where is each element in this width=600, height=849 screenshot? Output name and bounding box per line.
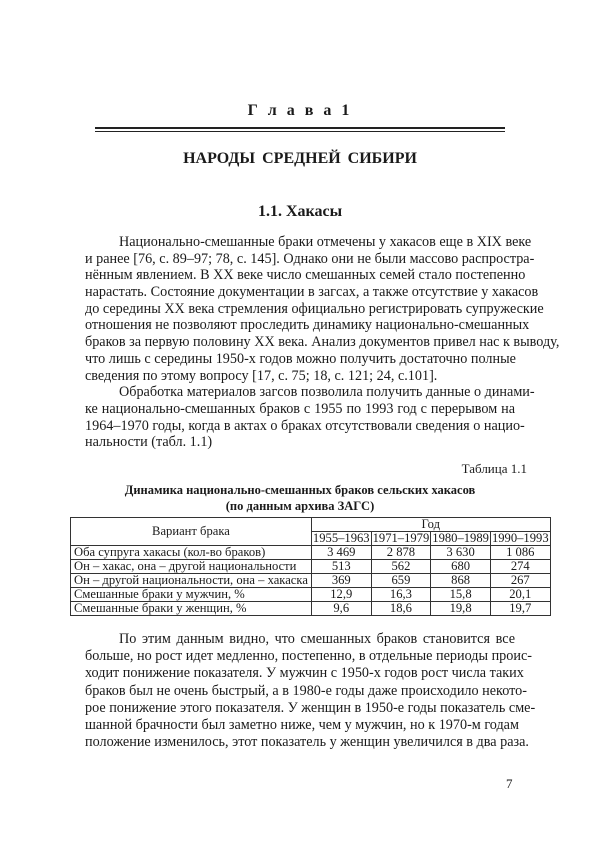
table-row — [71, 546, 551, 560]
part-title: НАРОДЫ СРЕДНЕЙ СИБИРИ — [183, 150, 417, 167]
row-label: Он – другой национальности, она – хакаска — [71, 574, 312, 588]
heading-rule — [95, 127, 505, 129]
cell: 12,9 — [311, 588, 371, 602]
row-label: Смешанные браки у мужчин, % — [71, 588, 312, 602]
column-header-year: Год — [311, 518, 550, 532]
text-line: что лишь с середины 1950-х годов можно получить достаточно полные — [85, 350, 516, 367]
cell: 3 469 — [311, 546, 371, 560]
table-title-line: Динамика национально-смешанных браков сельских хакасов — [124, 483, 476, 497]
text-line: браков был не очень быстрый, а в 1980-е годы даже происходило некото- — [85, 682, 527, 699]
chapter-heading: Г л а в а 1 — [247, 102, 353, 119]
text-line: положение изменилось, этот показатель у женщин увеличился в два раза. — [85, 734, 529, 751]
row-label: Он – хакас, она – другой национальности — [71, 560, 312, 574]
table-row — [71, 574, 551, 588]
cell: 562 — [371, 560, 431, 574]
cell: 19,7 — [490, 602, 550, 616]
table-row — [71, 588, 551, 602]
text-line: больше, но рост идет медленно, постепенно, в отдельные периоды проис- — [85, 648, 532, 665]
cell: 19,8 — [431, 602, 491, 616]
text-line: По этим данным видно, что смешанных браков становится все — [119, 631, 515, 647]
text-line: нарастать. Состояние документации в загсах, а также отсутствие у хакасов — [85, 284, 539, 301]
text-line: нальности (табл. 1.1) — [85, 434, 213, 451]
table-row — [71, 602, 551, 616]
table-title-line: (по данным архива ЗАГС) — [225, 499, 375, 513]
cell: 868 — [431, 574, 491, 588]
cell: 9,6 — [311, 602, 371, 616]
text-line: отношения не позволяют проследить динамику национально-смешанных — [85, 317, 530, 334]
column-header-period: 1980–1989 — [432, 531, 489, 545]
text-line: браков за первую половину XX века. Анализ документов привел нас к выводу, — [85, 334, 560, 351]
column-header-period: 1971–1979 — [372, 531, 430, 545]
cell: 659 — [371, 574, 431, 588]
row-label: Оба супруга хакасы (кол-во браков) — [71, 546, 312, 560]
text-line: Национально-смешанные браки отмечены у хакасов еще в XIX веке — [119, 234, 532, 250]
text-line: ке национально-смешанных браков с 1955 по 1993 год с перерывом на — [85, 400, 515, 417]
text-line: рое понижение этого показателя. У женщин в 1950-е годы показатель сме- — [85, 699, 536, 716]
data-table — [70, 517, 551, 616]
text-line: и ранее [76, с. 89–97; 78, с. 145]. Однако они не были массово распростра- — [85, 250, 535, 267]
cell: 20,1 — [490, 588, 550, 602]
text-line: ходит понижение показателя. У мужчин с 1950-х годов рост числа таких — [85, 665, 524, 682]
cell: 680 — [431, 560, 491, 574]
heading-rule-thin — [95, 131, 505, 132]
cell: 513 — [311, 560, 371, 574]
cell: 16,3 — [371, 588, 431, 602]
table-label: Таблица 1.1 — [461, 461, 527, 476]
column-header-period: 1990–1993 — [491, 531, 549, 545]
text-line: сведения по этому вопросу [17, с. 75; 18, с. 121; 24, с.101]. — [85, 367, 438, 384]
cell: 2 878 — [371, 546, 431, 560]
cell: 274 — [490, 560, 550, 574]
page-number: 7 — [506, 776, 513, 791]
text-line: шанной брачности был заметно ниже, чем у мужчин, но к 1970-м годам — [85, 716, 519, 733]
row-label: Смешанные браки у женщин, % — [71, 602, 312, 616]
cell: 18,6 — [371, 602, 431, 616]
column-header-period: 1955–1963 — [312, 531, 370, 545]
table-row — [71, 560, 551, 574]
text-line: до середины XX века стремления официально регистрировать супружеские — [85, 300, 544, 317]
section-title: 1.1. Хакасы — [257, 203, 343, 220]
cell: 267 — [490, 574, 550, 588]
cell: 3 630 — [431, 546, 491, 560]
body-paragraphs-1 — [85, 234, 560, 451]
text-line: 1964–1970 годы, когда в актах о браках отсутствовали сведения о нацио- — [85, 417, 525, 434]
cell: 15,8 — [431, 588, 491, 602]
table-title — [0, 482, 600, 514]
body-paragraph-3 — [85, 631, 536, 751]
cell: 369 — [311, 574, 371, 588]
column-header-variant: Вариант брака — [71, 518, 312, 546]
text-line: нённым явлением. В XX веке число смешанных семей стало постепенно — [85, 267, 526, 284]
cell: 1 086 — [490, 546, 550, 560]
text-line: Обработка материалов загсов позволила получить данные о динами- — [119, 384, 535, 401]
